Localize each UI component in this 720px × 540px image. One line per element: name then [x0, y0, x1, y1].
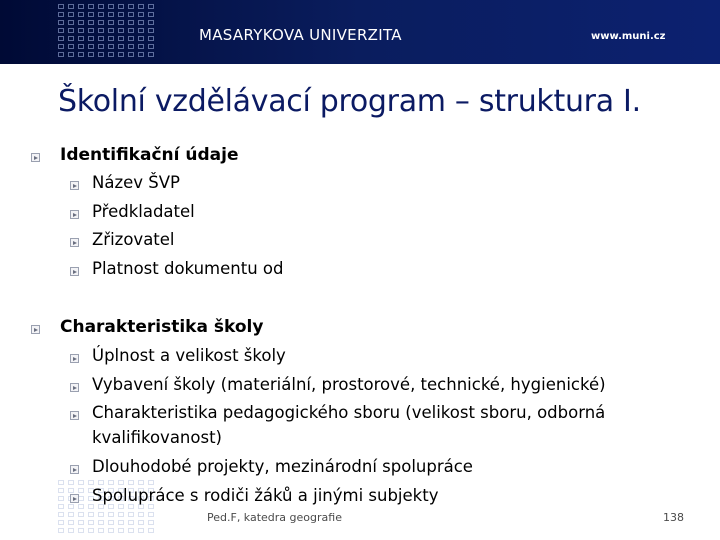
slide-title: Školní vzdělávací program – struktura I. [58, 84, 641, 119]
list-item: Platnost dokumentu od [92, 259, 284, 278]
bullet-icon [70, 210, 79, 219]
bullet-icon [70, 238, 79, 247]
list-item: Charakteristika pedagogického sboru (velikost sboru, odborná [92, 403, 606, 422]
list-item: Vybavení školy (materiální, prostorové, technické, hygienické) [92, 375, 606, 394]
list-item: Úplnost a velikost školy [92, 346, 286, 365]
list-item: Spolupráce s rodiči žáků a jinými subjekty [92, 486, 439, 505]
list-item: Název ŠVP [92, 173, 180, 192]
website-link[interactable]: www.muni.cz [591, 31, 666, 42]
university-name: MASARYKOVA UNIVERZITA [199, 26, 402, 44]
bullet-icon [70, 267, 79, 276]
bullet-icon [70, 383, 79, 392]
list-item: Zřizovatel [92, 230, 175, 249]
bullet-icon [70, 411, 79, 420]
bullet-icon [70, 181, 79, 190]
bullet-icon [31, 325, 40, 334]
footer-text: Ped.F, katedra geografie [207, 511, 342, 524]
bullet-icon [70, 465, 79, 474]
bullet-icon [70, 494, 79, 503]
section-heading: Charakteristika školy [60, 317, 264, 337]
page-number: 138 [663, 511, 684, 524]
list-item: Předkladatel [92, 202, 195, 221]
list-item: Dlouhodobé projekty, mezinárodní spolupráce [92, 457, 473, 476]
bullet-icon [70, 354, 79, 363]
bullet-icon [31, 153, 40, 162]
section-heading: Identifikační údaje [60, 145, 239, 165]
list-item-continuation: kvalifikovanost) [92, 428, 222, 447]
